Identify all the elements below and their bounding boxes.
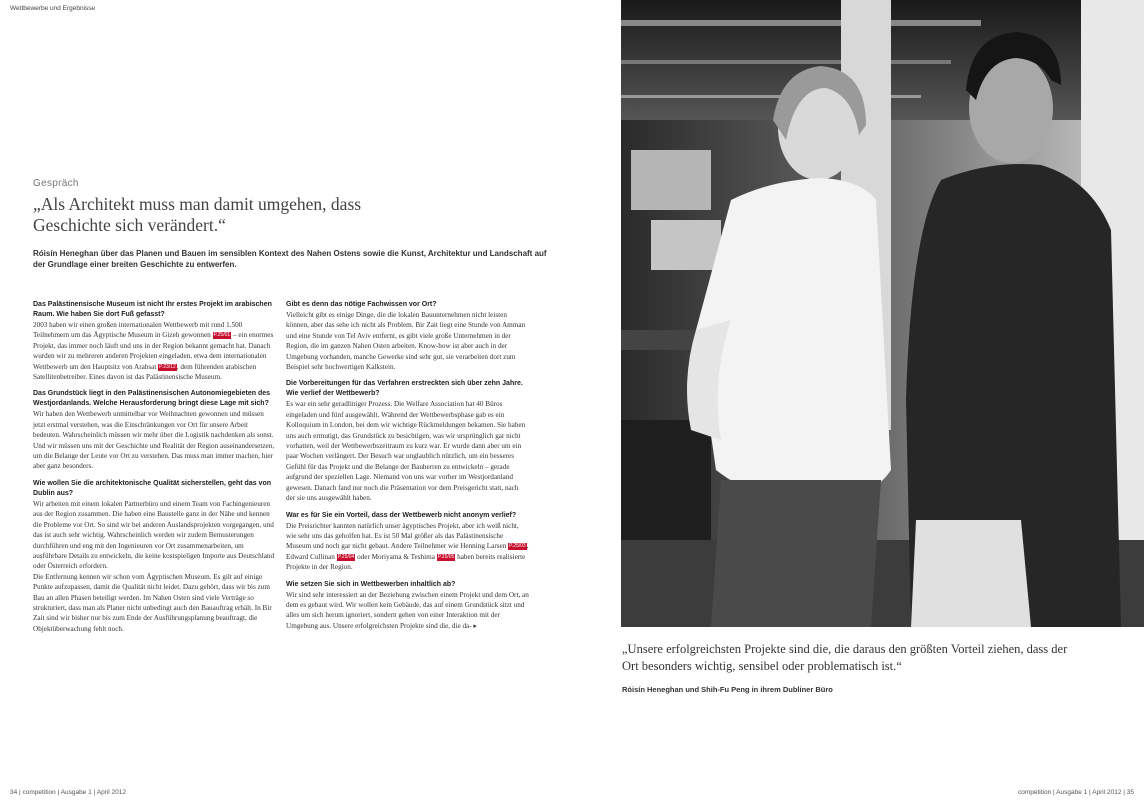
portrait-photo [621,0,1144,627]
photo-caption: Róisín Heneghan und Shih-Fu Peng in ihrem Dubliner Büro [622,685,833,694]
answer-text: haben bereits realisierte Projekte in der Region. [286,552,526,572]
section-label: Gespräch [33,178,79,189]
running-head: Wettbewerbe und Ergebnisse [10,5,96,12]
project-reference-tag[interactable]: P.25/03 [509,543,526,550]
answer-text: – ein enormes Projekt, das immer noch läuft und uns in der Region bekannt gemacht hat. Danach wurden wir zu mehreren anderen Projekten eingeladen, etwa dem internationalen Wettbewerb um den Hauptsitz von Arabsat [33,331,274,371]
article-intro: Róisín Heneghan über das Planen und Bauen im sensiblen Kontext des Nahen Ostens sowie die Kunst, Architektur und Landschaft auf der Grundlage einer breiten Geschichte zu entwerfen. [33,249,547,269]
continue-arrow-icon: ▸ [473,621,477,630]
answer-text: Wir sind sehr interessiert an der Beziehung zwischen einem Projekt und dem Ort, an dem es gebaut wird. Wir wollen kein Gebäude, das auf einem Grundstück sitzt und alles um sich herum ignoriert, sondern gehen von einer Interaktion mit der Umgebung aus. Unsere erfolgreichsten Projekte sind die, die da- [286,590,529,630]
question: War es für Sie ein Vorteil, dass der Wettbewerb nicht anonym verlief? [286,511,517,519]
answer-text: oder Moriyama & Teshima [357,552,435,561]
answer [286,521,529,573]
project-reference-tag[interactable]: P.25/01 [213,332,231,339]
answer-text: Die Preisrichter kannten natürlich unser ägyptisches Projekt, aber ich weiß nicht, wie sehr uns das geholfen hat. Es ist 50 Mal größer als das Palästinensische Museum und noch gar nicht gebaut. Andere Teilnehmer wie Henning Larsen [286,521,519,551]
answer: Es war ein sehr geradliniger Prozess. Die Welfare Association hat 40 Büros eingeladen und fünf ausgewählt. Während der Wettbewerbsphase gab es ein Kolloquium in London, bei dem wir wichtige Rückmeldungen bekamen. Sie haben uns auch ermutigt, das Grundstück zu besichtigen, was wir ursprünglich gar nicht vorhatten, weil der Wettbewerbszeitraum zu kurz war. Er wurde dann aber um ein paar Wochen verlängert. Der Besuch war unglaublich nützlich, um ein besseres Gefühl für das Projekt und die Belange der Bauherren zu entwickeln – gerade aufgrund der speziellen Lage. Niemand von uns war vorher im Westjordanland gewesen. Danach fand nur noch die Präsentation vor dem Preisgericht statt, nach der sie uns ausgewählt haben. [286,400,526,503]
footer-right: competition | Ausgabe 1 | April 2012 | 35 [1017,789,1134,796]
answer: Die Entfernung kennen wir schon vom Ägyptischen Museum. Es gilt auf einige Punkte aufzupassen, damit die Qualität nicht leidet. Dazu gehört, dass wir bis zum Bau an allen Phasen beteiligt werden. Im Nahen Osten sind viele Verträge so strukturiert, dass man als Planer nicht unbedingt auch den Bauauftrag erhält. In Bir Zait sind wir bisher nur bis zum Ende der Ausführungsplanung beauftragt, die Objektüberwachung fehlt noch. [33,572,272,633]
question: Das Palästinensische Museum ist nicht Ihr erstes Projekt im arabischen Raum. Wie haben Sie dort Fuß gefasst? [33,301,272,318]
question: Gibt es denn das nötige Fachwissen vor Ort? [286,301,437,308]
answer-text: , Edward Cullinan [286,542,529,561]
article-title: „Als Architekt muss man damit umgehen, dass Geschichte sich verändert.“ [33,194,362,235]
question: Das Grundstück liegt in den Palästinensischen Autonomiegebieten des Westjordanlands. Welche Herausforderung bringt diese Lage mit sich? [33,390,271,408]
footer-left: 34 | competition | Ausgabe 1 | April 2012 [10,789,127,796]
office-portrait-illustration [621,0,1144,627]
answer-text: , dem führenden arabischen Satellitenbetreiber. Eines davon ist das Palästinensische Museum. [33,362,257,382]
text-column-2 [286,300,529,638]
pull-quote: „Unsere erfolgreichsten Projekte sind die, die daraus den größten Vorteil ziehen, dass der Ort besonders wichtig, sensibel oder problematisch ist.“ [622,642,1068,673]
project-reference-tag[interactable]: P.25/05 [437,553,455,560]
text-column-1 [33,300,276,641]
project-reference-tag[interactable]: P.25/04 [337,553,355,560]
question: Wie setzen Sie sich in Wettbewerben inhaltlich ab? [286,580,456,588]
question: Die Vorbereitungen für das Verfahren erstreckten sich über zehn Jahre. Wie verlief der Wettbewerb? [286,380,523,398]
answer: Wir haben den Wettbewerb unmittelbar vor Weihnachten gewonnen und müssen jetzt erstmal verstehen, was die Einschränkungen vor Ort für unsere Arbeit bedeuten. Wahrscheinlich müssen wir mehr über die Logistik nachdenken als sonst. Und wir müssen uns mit der Geschichte und Realität der Region auseinandersetzen, um die Belange der Leute vor Ort zu verstehen. Das muss man immer machen, hier aber ganz besonders. [33,410,275,471]
answer: Wir arbeiten mit einem lokalen Partnerbüro und einem Team von Fachingenieuren aus der Region zusammen. Die haben eine Baustelle ganz in der Nähe und kennen die Probleme vor Ort. So sind wir bei anderen Auslandsprojekten vorgegangen, und das ist auch sehr wichtig. Wahrscheinlich werden wir zudem Bemusterungen durchführen und eng mit den Ingenieuren vor Ort zusammenarbeiten, um ausführbare Details zu entwickeln, die keine kostspieligen Importe aus Deutschland oder Österreich erfordern. [33,499,275,571]
answer [33,320,276,382]
project-reference-tag[interactable]: P.23/12 [159,363,176,370]
answer [286,590,529,632]
question: Wie wollen Sie die architektonische Qualität sicherstellen, geht das von Dublin aus? [33,479,272,497]
answer: Vielleicht gibt es einige Dinge, die die lokalen Bauunternehmen nicht leisten können, aber das sehe ich nicht als Problem. Bir Zait liegt eine Stunde von Amman und eine Stunde von Tel Aviv entfernt, es gibt viele große Unternehmen in der Region, die im ganzen Nahen Osten arbeiten. Know-how ist aber auch in der Umgebung vorhanden, manche Gewerke sind sehr gut, sie verarbeiten dort zum Beispiel sehr hochwertigen Kalkstein. [286,311,526,372]
answer-text: 2003 haben wir einen großen internationalen Wettbewerb mit rund 1.500 Teilnehmern um das Ägyptische Museum in Gizeh gewonnen [33,321,243,340]
